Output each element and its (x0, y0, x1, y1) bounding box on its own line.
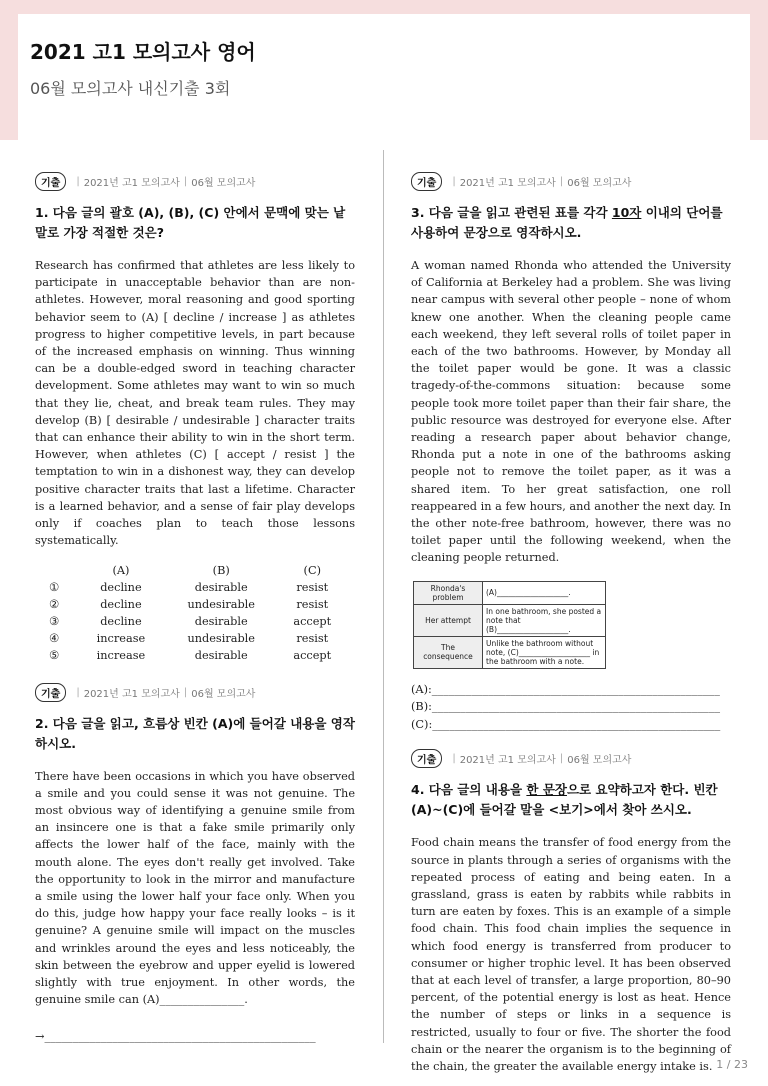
question-2-source (35, 683, 355, 702)
summary-table (413, 581, 606, 669)
source-month: 06월 모의고사 (567, 178, 632, 189)
separator: | (183, 176, 188, 187)
choice-bracket-c: [ accept / resist ] (214, 448, 329, 462)
answer-blank-b[interactable]: (B):___________________________________________________ (411, 700, 720, 714)
answer-blanks (411, 681, 731, 734)
separator: | (452, 176, 456, 187)
choice-c: accept (293, 649, 332, 663)
table-row-cell: In one bathroom, she posted a note that (B)___________________. (483, 604, 606, 636)
choice-number: ① (49, 580, 60, 594)
question-3 (411, 172, 731, 733)
choice-b: desirable (194, 580, 248, 594)
choice-number: ④ (49, 632, 60, 646)
choice-row[interactable] (35, 630, 345, 647)
answer-line[interactable]: →________________________________________________ (35, 1030, 316, 1044)
passage-text: as athletes progress to higher competitive levels, in part because of the increased emphasis on winning. Thus winning can be a double-edged sword in teaching character development. Some athletes may want to win so much that they lie, cheat, and break team rules. They may develop (B) (35, 310, 356, 427)
source-badge: 기출 (411, 749, 442, 768)
table-row (414, 581, 606, 604)
question-4 (411, 749, 731, 1075)
question-1-title: 1. 다음 글의 괄호 (A), (B), (C) 안에서 문맥에 맞는 낱말로 가장 적절한 것은? (35, 205, 346, 240)
left-column (35, 172, 355, 1043)
choice-number: ⑤ (49, 649, 60, 663)
question-4-title (411, 780, 731, 820)
passage-text: the temptation to win in a dishonest way, they can develop positive character traits that last a lifetime. Character is a learned behavior, and a sense of fair play develops only if coaches plan to teach those lessons systematically. (35, 448, 355, 548)
separator: | (183, 686, 188, 698)
choice-bracket-a: [ decline / increase ] (163, 310, 287, 324)
choice-row[interactable] (35, 613, 345, 630)
answer-blank-c[interactable]: (C):___________________________________________________ (411, 717, 721, 731)
column-c-header: (C) (303, 563, 322, 577)
source-badge: 기출 (411, 172, 442, 191)
right-column (411, 172, 731, 1075)
choice-b: desirable (194, 649, 248, 663)
choice-number: ② (49, 597, 60, 611)
question-1 (35, 172, 355, 665)
title-text: 이내의 단어를 사용하여 문장으로 영작하시오. (411, 205, 723, 240)
table-row-head: The consequence (414, 636, 483, 668)
separator: | (452, 753, 456, 765)
table-row-head: Her attempt (414, 604, 483, 636)
question-1-passage (35, 257, 355, 549)
choice-a: decline (100, 580, 142, 594)
choice-b: undesirable (187, 632, 255, 646)
separator: | (559, 753, 564, 765)
question-4-source (411, 749, 731, 768)
passage-text: Research has confirmed that athletes are less likely to participate in unacceptable behavior than are non-athletes. However, moral reasoning and good sporting behavior seem to (A) (35, 259, 355, 324)
page-header (0, 0, 768, 140)
separator: | (76, 686, 80, 698)
choice-c: resist (296, 632, 329, 646)
source-month: 06월 모의고사 (191, 178, 256, 189)
title-text: 4. 다음 글의 내용을 (411, 782, 527, 798)
source-badge: 기출 (35, 172, 66, 191)
column-divider (383, 150, 384, 1043)
source-badge: 기출 (35, 683, 66, 702)
question-4-passage: Food chain means the transfer of food energy from the source in plants through a series of organisms with the repeated process of eating and being eaten. In a grassland, grass is eaten by rabbits while rabbits in turn are eaten by foxes. This is an example of a simple food chain. This food chain implies the sequence in which food energy is transferred from producer to consumer or higher trophic level. It has been observed that at each level of transfer, a large proportion, 80–90 percent, of the potential energy is lost as heat. Hence the number of steps or links in a sequence is restricted, usually to four or five. The shorter the food chain or the nearer the organism is to the beginning of the chain, the greater the available energy intake is. (411, 836, 731, 1074)
source-year: 2021년 고1 모의고사 (83, 178, 180, 189)
answer-choices (35, 561, 345, 664)
choice-a: decline (100, 615, 142, 629)
question-2 (35, 683, 355, 1044)
table-row (414, 604, 606, 636)
source-month: 06월 모의고사 (567, 755, 632, 767)
title-underlined: 한 문장 (526, 782, 567, 798)
separator: | (559, 176, 564, 187)
choice-row[interactable] (35, 596, 345, 613)
passage-text: character traits that can enhance their ability to win in the short term. However, when athletes (C) (35, 413, 355, 462)
table-row-cell: (A)___________________. (483, 581, 606, 604)
question-3-title (411, 203, 731, 243)
title-text: 3. 다음 글을 읽고 관련된 표를 각각 (411, 205, 612, 220)
title-text: 으로 요약하고자 한다. 빈칸 (A)~(C)에 들어갈 말을 <보기>에서 찾아 쓰시오. (411, 782, 718, 818)
column-a-header: (A) (112, 563, 130, 577)
choice-c: resist (296, 597, 329, 611)
table-row (414, 636, 606, 668)
answer-blank-a[interactable]: (A):___________________________________________________ (411, 682, 720, 696)
choice-b: undesirable (187, 597, 255, 611)
page-subtitle: 06월 모의고사 내신기출 3회 (30, 79, 231, 98)
page-number: 1 / 23 (716, 1058, 748, 1071)
title-underlined: 10자 (611, 205, 642, 220)
choice-bracket-b: [ desirable / undesirable ] (106, 413, 260, 427)
source-month: 06월 모의고사 (191, 688, 256, 700)
question-3-source (411, 172, 731, 191)
choice-row[interactable] (35, 647, 345, 664)
column-b-header: (B) (212, 563, 230, 577)
choice-row[interactable] (35, 579, 345, 596)
question-1-source (35, 172, 355, 191)
source-year: 2021년 고1 모의고사 (459, 755, 556, 767)
separator: | (76, 176, 80, 187)
choice-c: accept (293, 615, 332, 629)
table-row-head: Rhonda's problem (414, 581, 483, 604)
question-2-title: 2. 다음 글을 읽고, 흐름상 빈칸 (A)에 들어갈 내용을 영작하시오. (35, 715, 355, 751)
choices-header-row (35, 561, 345, 578)
source-year: 2021년 고1 모의고사 (459, 178, 556, 189)
choice-a: decline (100, 597, 142, 611)
choice-c: resist (296, 580, 329, 594)
choice-number: ③ (49, 615, 60, 629)
question-2-passage: There have been occasions in which you have observed a smile and you could sense it was not genuine. The most obvious way of identifying a genuine smile from an insincere one is that a fake smile primarily only affects the lower half of the face, mainly with the mouth alone. The eyes don't really get involved. Take the opportunity to look in the mirror and manufacture a smile using the lower half your face only. When you do this, judge how happy your face really looks – is it genuine? A genuine smile will impact on the muscles and wrinkles around the eyes and less noticeably, the skin between the eyebrow and upper eyelid is lowered slightly with true enjoyment. In other words, the genuine smile can (A)_______________. (35, 769, 355, 1007)
page-title: 2021 고1 모의고사 영어 (30, 40, 256, 64)
question-3-passage: A woman named Rhonda who attended the University of California at Berkeley had a problem. She was living near campus with several other people – none of whom knew one another. When the cleaning people came each weekend, they left several rolls of toilet paper in each of the two bathrooms. However, by Monday all the toilet paper would be gone. It was a classic tragedy-of-the-commons situation: because some people took more toilet paper than their fair share, the public resource was destroyed for everyone else. After reading a research paper about behavior change, Rhonda put a note in one of the bathrooms asking people not to remove the toilet paper, as it was a shared item. To her great satisfaction, one roll reappeared in a few hours, and another the next day. In the other note-free bathroom, however, there was no toilet paper until the following weekend, when the cleaning people returned. (411, 259, 731, 565)
source-year: 2021년 고1 모의고사 (83, 688, 180, 700)
table-row-cell: Unlike the bathroom without note, (C)___________________ in the bathroom with a note. (483, 636, 606, 668)
choice-a: increase (96, 632, 146, 646)
choice-a: increase (96, 649, 146, 663)
choice-b: desirable (194, 615, 248, 629)
